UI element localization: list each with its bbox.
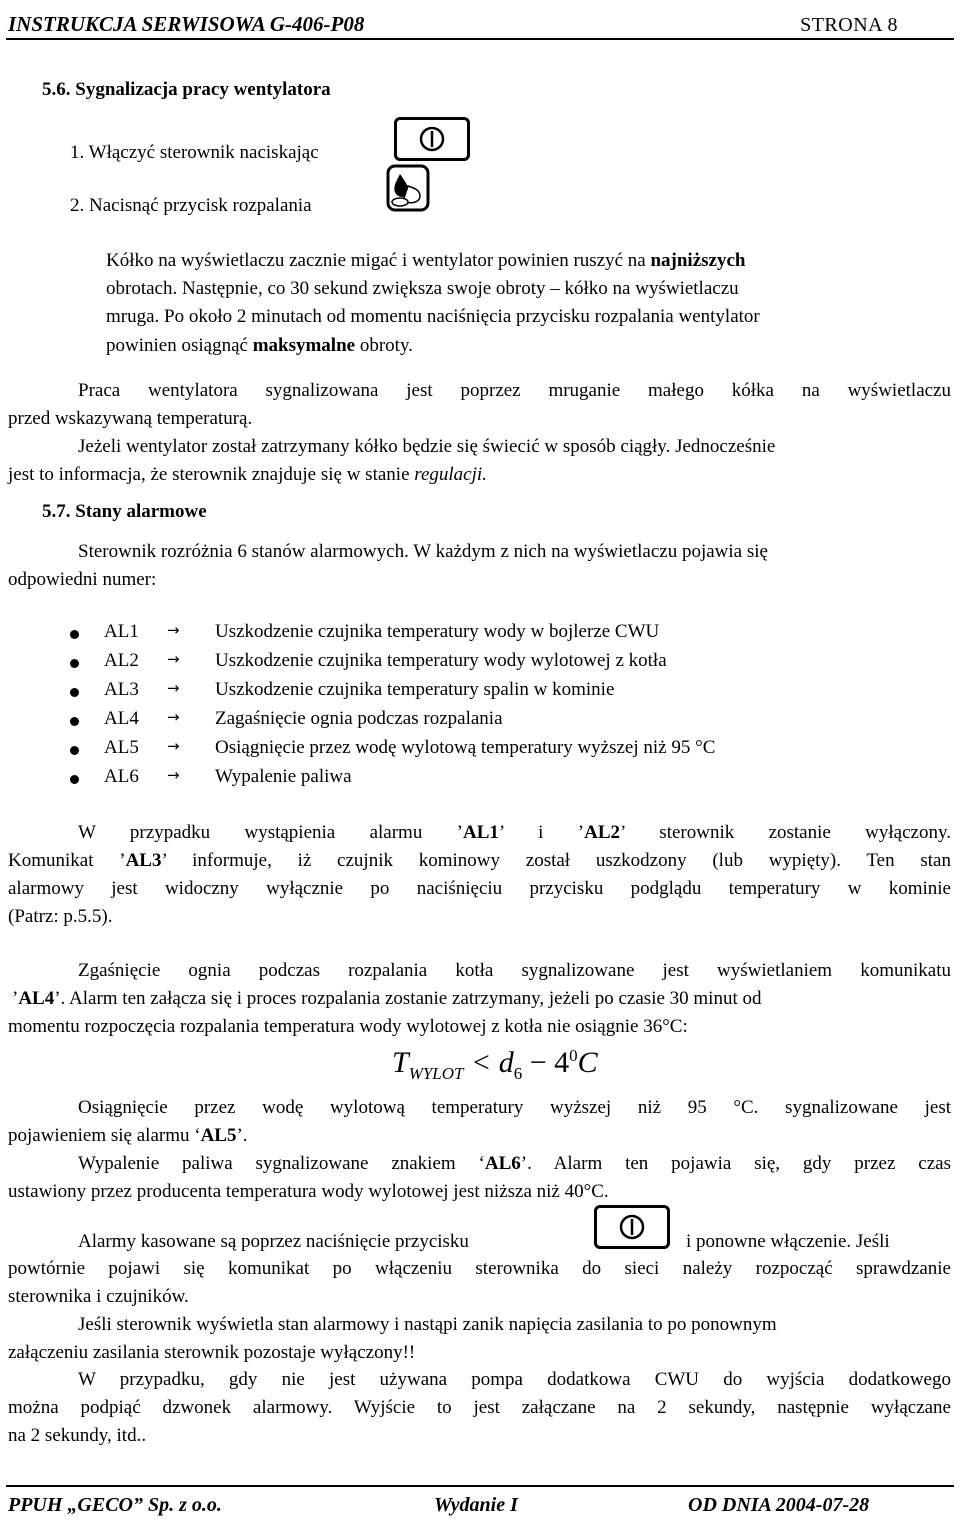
arrow-right-icon: → [167,708,180,726]
ignition-button-icon [386,164,430,212]
para-1-line-1: Kółko na wyświetlaczu zacznie migać i wentylator powinien ruszyć na najniższych [106,250,746,271]
bullet-icon [70,659,79,668]
para-5-line-2: ’AL4’. Alarm ten załącza się i proces rozpalania zostanie zatrzymany, jeżeli po czasie 30 minut od [12,988,762,1009]
footer-date: OD DNIA 2004-07-28 [688,1494,870,1516]
para-6-line-2: pojawieniem się alarmu ‘AL5’. [8,1125,248,1146]
para-8-line-2: powtórnie pojawi się komunikat po włączeniu sterownika do sieci należy rozpocząć sprawdzanie [8,1258,951,1279]
para-7-line-1: Wypalenie paliwa sygnalizowane znakiem ‘AL6’. Alarm ten pojawia się, gdy przez czas [78,1153,951,1174]
section-heading-5-7: 5.7. Stany alarmowe [42,501,207,522]
para-10-line-3: na 2 sekundy, itd.. [8,1425,147,1446]
para-1-line-4: powinien osiągnąć maksymalne obroty. [106,335,413,356]
page-footer [6,1485,954,1517]
intro-line-1: Sterownik rozróżnia 6 stanów alarmowych. W każdym z nich na wyświetlaczu pojawia się [78,541,768,562]
para-4-line-3: alarmowy jest widoczny wyłącznie po naciśnięciu przycisku podglądu temperatury w kominie [8,878,951,899]
bullet-icon [70,717,79,726]
alarm-list: AL1 → Uszkodzenie czujnika temperatury wody w bojlerze CWU AL2 → Uszkodzenie czujnika temperatury wody wylotowej z kotła AL3 → Uszkodzenie czujnika temperatury spalin w kominie AL4 → Zagaśnięcie ognia podczas rozpalania AL5 → Osiągnięcie przez wodę wylotową temperatury wyższej niż 95 °C AL6 → Wypalenie paliwa [70,621,950,801]
para-1-line-3: mruga. Po około 2 minutach od momentu naciśnięcia przycisku rozpalania wentylator [106,306,760,327]
para-10-line-2: można podpiąć dzwonek alarmowy. Wyjście to jest załączane na 2 sekundy, następnie wyłączane [8,1397,951,1418]
step-2: 2. Nacisnąć przycisk rozpalania [70,195,312,216]
bullet-icon [70,630,79,639]
para-9-line-1: Jeśli sterownik wyświetla stan alarmowy i nastąpi zanik napięcia zasilania to po ponownym [78,1314,777,1335]
power-button-icon [394,117,470,161]
step-1: 1. Włączyć sterownik naciskając [70,142,319,163]
arrow-right-icon: → [167,679,180,697]
para-5-line-3: momentu rozpoczęcia rozpalania temperatura wody wylotowej z kotła nie osiągnie 36°C: [8,1016,688,1037]
arrow-right-icon: → [167,737,180,755]
para-5-line-1: Zgaśnięcie ognia podczas rozpalania kotła sygnalizowane jest wyświetlaniem komunikatu [78,960,951,981]
para-6-line-1: Osiągnięcie przez wodę wylotową temperatury wyższej niż 95 °C. sygnalizowane jest [78,1097,951,1118]
para-4-line-1: W przypadku wystąpienia alarmu ’AL1’ i ’AL2’ sterownik zostanie wyłączony. [78,822,951,843]
para-2-line-1: Praca wentylatora sygnalizowana jest poprzez mruganie małego kółka na wyświetlaczu [78,380,951,401]
para-3-line-1: Jeżeli wentylator został zatrzymany kółko będzie się świecić w sposób ciągły. Jednocześnie [78,436,776,457]
formula: $T_{WYLOT} < d_6 - 4^0C$ [392,1046,598,1083]
page-header [6,6,954,40]
intro-line-2: odpowiedni numer: [8,569,157,590]
footer-edition: Wydanie I [434,1494,518,1516]
arrow-right-icon: → [167,621,180,639]
para-8-line-1a: Alarmy kasowane są poprzez naciśnięcie przycisku [78,1231,469,1252]
para-3-line-2: jest to informacja, że sterownik znajduje się w stanie regulacji. [8,464,487,485]
document-title: INSTRUKCJA SERWISOWA G-406-P08 [8,12,365,36]
bullet-icon [70,775,79,784]
para-1-line-2: obrotach. Następnie, co 30 sekund zwiększa swoje obroty – kółko na wyświetlaczu [106,278,739,299]
bullet-icon [70,746,79,755]
para-2-line-2: przed wskazywaną temperaturą. [8,408,253,429]
para-8-line-1b: i ponowne włączenie. Jeśli [686,1231,890,1252]
page-number: STRONA 8 [800,14,898,36]
para-4-line-4: (Patrz: p.5.5). [8,906,113,927]
footer-company: PPUH „GECO” Sp. z o.o. [8,1494,222,1516]
para-4-line-2: Komunikat ’AL3’ informuje, iż czujnik kominowy został uszkodzony (lub wypięty). Ten stan [8,850,951,871]
para-7-line-2: ustawiony przez producenta temperatura wody wylotowej jest niższa niż 40°C. [8,1181,609,1202]
para-10-line-1: W przypadku, gdy nie jest używana pompa dodatkowa CWU do wyjścia dodatkowego [78,1369,951,1390]
para-8-line-3: sterownika i czujników. [8,1286,189,1307]
arrow-right-icon: → [167,650,180,668]
arrow-right-icon: → [167,766,180,784]
para-9-line-2: załączeniu zasilania sterownik pozostaje wyłączony!! [8,1342,416,1363]
section-heading-5-6: 5.6. Sygnalizacja pracy wentylatora [42,79,331,100]
bullet-icon [70,688,79,697]
power-button-icon [594,1205,670,1249]
